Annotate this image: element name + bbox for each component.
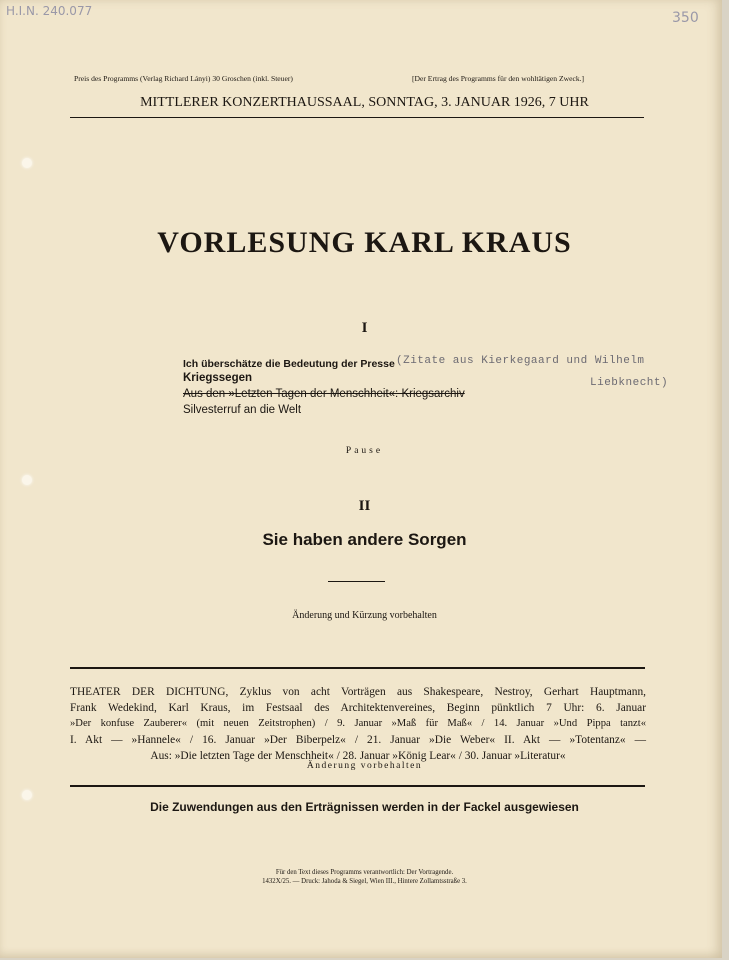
donations-note: Die Zuwendungen aus den Erträgnissen werden in der Fackel ausgewiesen [150, 800, 579, 814]
archive-number: H.I.N. 240.077 [6, 4, 93, 18]
footer-printer: 1432X/25. — Druck: Jahoda & Siegel, Wien III., Hintere Zollamtsstraße 3. [262, 878, 467, 885]
page-number-note: 350 [672, 10, 699, 26]
program-item: Sie haben andere Sorgen [262, 530, 467, 549]
typed-annotation: (Zitate aus Kierkegaard und Wilhelm [396, 355, 645, 367]
pause-label: Pause [345, 446, 384, 456]
announcement-line: I. Akt — »Hannele« / 16. Januar »Der Biberpelz« / 21. Januar »Die Weber« II. Akt — »Totentanz« — [70, 734, 646, 746]
program-item-struck: Aus den »Letzten Tagen der Menschheit«: Kriegsarchiv [183, 388, 465, 400]
announcement-line: THEATER DER DICHTUNG, Zyklus von acht Vorträgen aus Shakespeare, Nestroy, Gerhart Hauptmann, [70, 686, 646, 698]
punch-hole [22, 475, 32, 485]
program-item: Silvesterruf an die Welt [183, 404, 302, 416]
venue-line: MITTLERER KONZERTHAUSSAAL, SONNTAG, 3. JANUAR 1926, 7 UHR [140, 95, 589, 110]
announcement-line: Frank Wedekind, Karl Kraus, im Festsaal des Architektenvereines, Beginn pünktlich 7 Uhr: 6. Januar [70, 702, 646, 714]
change-reservation: Änderung und Kürzung vorbehalten [292, 610, 437, 621]
announcement-top-rule [70, 667, 645, 669]
announcement-block [70, 684, 646, 764]
announcement-line: Aus: »Die letzten Tage der Menschheit« / 28. Januar »König Lear« / 30. Januar »Literatur« [150, 750, 566, 762]
announcement-bottom-rule [70, 785, 645, 787]
header-rule [70, 117, 644, 118]
program-item: Ich überschätze die Bedeutung der Presse [183, 358, 395, 370]
program-title: VORLESUNG KARL KRAUS [157, 226, 572, 259]
price-note: Preis des Programms (Verlag Richard Lányi) 30 Groschen (inkl. Steuer) [74, 74, 293, 83]
footer-responsibility: Für den Text dieses Programms verantwortlich: Der Vortragende. [275, 869, 454, 876]
punch-hole [22, 158, 32, 168]
punch-hole [22, 790, 32, 800]
part-two-numeral: II [358, 498, 371, 514]
proceeds-note: [Der Ertrag des Programms für den wohltätigen Zweck.] [412, 74, 585, 83]
divider [328, 581, 385, 582]
part-one-numeral: I [361, 320, 368, 336]
announcement-line: »Der konfuse Zauberer« (mit neuen Zeitstrophen) / 9. Januar »Maß für Maß« / 14. Januar »Und Pippa tanzt« [70, 718, 646, 729]
announcement-reservation: Änderung vorbehalten [306, 761, 423, 771]
typed-annotation: Liebknecht) [590, 377, 669, 389]
program-item: Kriegssegen [183, 372, 253, 384]
